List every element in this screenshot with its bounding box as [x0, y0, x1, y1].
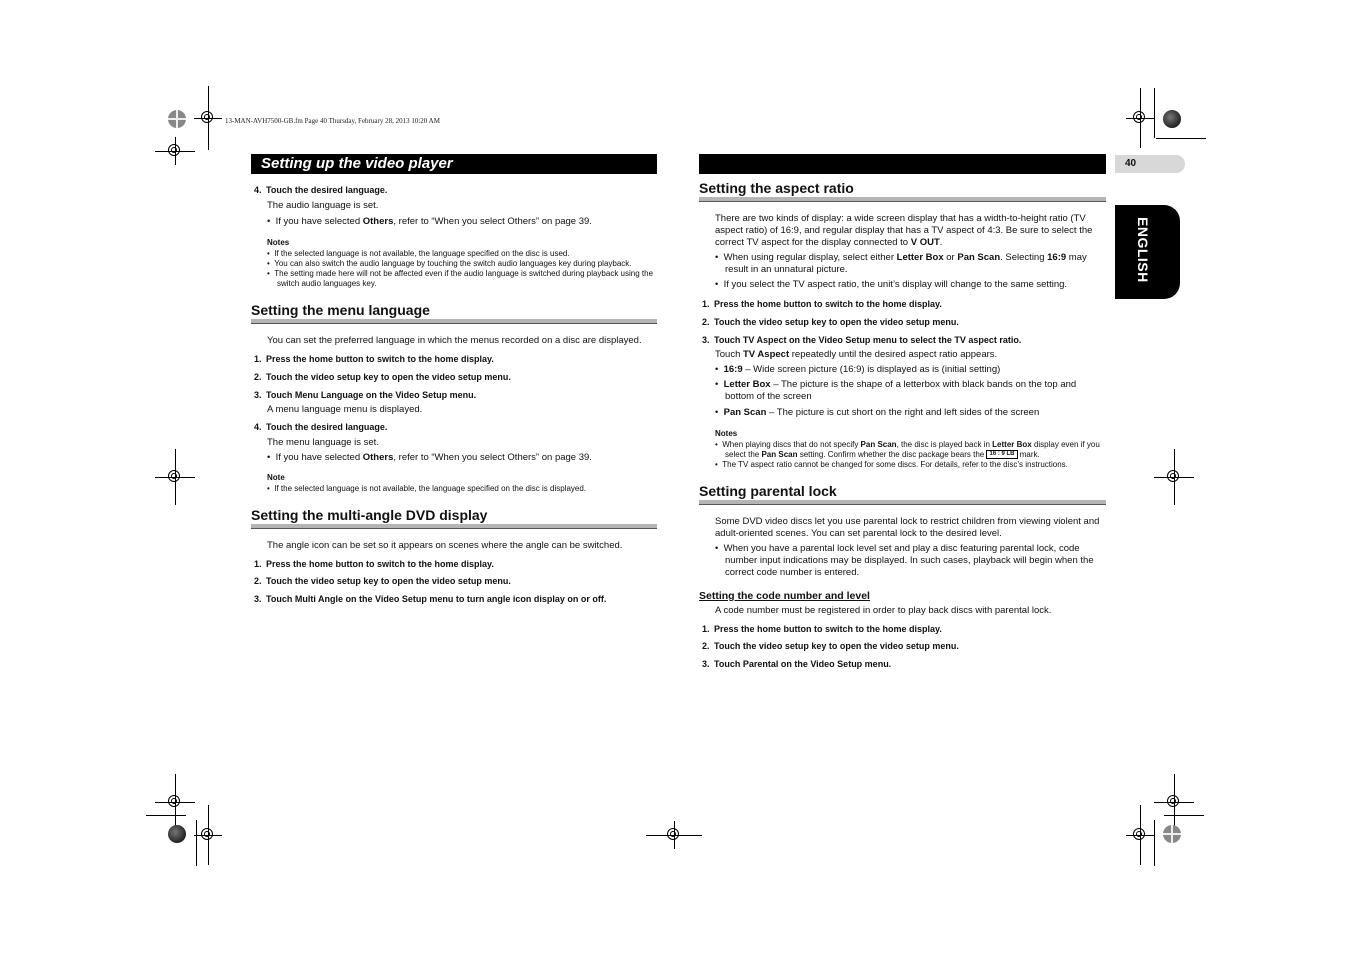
section-heading: Setting the multi-angle DVD display — [251, 509, 657, 528]
note: • When playing discs that do not specify Pan Scan, the disc is played back in Letter Box display even if you select the Pan Scan setting. Confirm whether the disc package bears the 16 : 9 LB mark. — [715, 440, 1100, 459]
note: • The TV aspect ratio cannot be changed for some discs. For details, refer to the disc’s instructions. — [715, 460, 1068, 469]
option-bullet: • Letter Box – The picture is the shape of a letterbox with black bands on the top and bottom of the screen — [715, 379, 1077, 402]
step-result: A menu language menu is displayed. — [267, 404, 423, 415]
registration-ball — [1163, 110, 1181, 128]
step: 1. Press the home button to switch to the home display. — [254, 354, 494, 364]
bullet: • If you select the TV aspect ratio, the unit’s display will change to the same setting. — [715, 279, 1068, 290]
step: 2. Touch the video setup key to open the video setup menu. — [702, 641, 959, 651]
registration-ball — [1163, 825, 1181, 843]
step: 3. Touch Multi Angle on the Video Setup menu to turn angle icon display on or off. — [254, 594, 607, 604]
intro: The angle icon can be set so it appears on scenes where the angle can be switched. — [267, 540, 623, 551]
section-heading: Setting the aspect ratio — [699, 182, 1106, 201]
language-tab — [1115, 205, 1180, 299]
aspect-mark-icon: 16 : 9 LB — [986, 450, 1017, 459]
note: • If the selected language is not available, the language specified on the disc is displayed. — [267, 484, 587, 493]
sub-heading: Setting the code number and level — [699, 590, 870, 602]
step: 1. Press the home button to switch to the home display. — [702, 624, 942, 634]
step: 4. Touch the desired language. — [254, 185, 388, 195]
bullet: • When using regular display, select either Letter Box or Pan Scan. Selecting 16:9 may result in an unnatural picture. — [715, 252, 1087, 275]
registration-ball — [168, 825, 186, 843]
note: • The setting made here will not be affected even if the audio language is switched during playback using the switch audio languages key. — [267, 269, 654, 288]
notes-heading: Notes — [267, 238, 290, 247]
note-heading: Note — [267, 473, 285, 482]
step: 3. Touch Menu Language on the Video Setup menu. — [254, 390, 477, 400]
left-column — [251, 184, 657, 605]
bullet: • If you have selected Others, refer to “When you select Others” on page 39. — [267, 452, 592, 463]
note: • You can also switch the audio language by touching the switch audio languages key during playback. — [267, 259, 632, 268]
step: 2. Touch the video setup key to open the video setup menu. — [254, 372, 511, 382]
step: 1. Press the home button to switch to the home display. — [702, 299, 942, 309]
step: 2. Touch the video setup key to open the video setup menu. — [254, 576, 511, 586]
step: 3. Touch TV Aspect on the Video Setup menu to select the TV aspect ratio. — [702, 335, 1022, 345]
step: 2. Touch the video setup key to open the video setup menu. — [702, 317, 959, 327]
bullet: • When you have a parental lock level set and play a disc featuring parental lock, code number input indications may be displayed. In such cases, playback will begin when the correct code number is entered. — [715, 543, 1094, 578]
step: 4. Touch the desired language. — [254, 422, 388, 432]
option-bullet: • Pan Scan – The picture is cut short on the right and left sides of the screen — [715, 407, 1040, 418]
registration-ball — [168, 110, 186, 128]
print-info: 13-MAN-AVH7500-GB.fm Page 40 Thursday, February 28, 2013 10:20 AM — [225, 117, 440, 125]
step-result: Touch TV Aspect repeatedly until the desired aspect ratio appears. — [715, 349, 998, 360]
section-header-bar — [251, 154, 657, 174]
step-result: The audio language is set. — [267, 200, 379, 211]
option-bullet: • 16:9 – Wide screen picture (16:9) is displayed as is (initial setting) — [715, 364, 1001, 375]
section-title: Setting up the video player — [261, 155, 453, 172]
right-column — [699, 182, 1106, 670]
section-heading: Setting parental lock — [699, 485, 1106, 504]
language-tab-label: ENGLISH — [1135, 217, 1151, 283]
bullet: • If you have selected Others, refer to “When you select Others” on page 39. — [267, 216, 592, 227]
note: • If the selected language is not available, the language specified on the disc is used. — [267, 249, 570, 258]
step: 3. Touch Parental on the Video Setup menu. — [702, 659, 892, 669]
section-heading: Setting the menu language — [251, 304, 657, 323]
intro: There are two kinds of display: a wide screen display that has a width-to-height ratio (TV aspect ratio) of 16:9, and regular display that has a TV aspect of 4:3. Be sure to select the correct TV aspect for the display connected to V OUT. — [715, 213, 1093, 248]
step: 1. Press the home button to switch to the home display. — [254, 559, 494, 569]
page-number: 40 — [1115, 155, 1185, 173]
intro: You can set the preferred language in which the menus recorded on a disc are displayed. — [267, 335, 642, 346]
step-result: The menu language is set. — [267, 437, 379, 448]
notes-heading: Notes — [715, 429, 738, 438]
intro: A code number must be registered in order to play back discs with parental lock. — [715, 605, 1052, 616]
section-header-bar-right — [699, 154, 1106, 174]
intro: Some DVD video discs let you use parental lock to restrict children from viewing violent and adult-oriented scenes. You can set parental lock to the desired level. — [715, 516, 1100, 539]
